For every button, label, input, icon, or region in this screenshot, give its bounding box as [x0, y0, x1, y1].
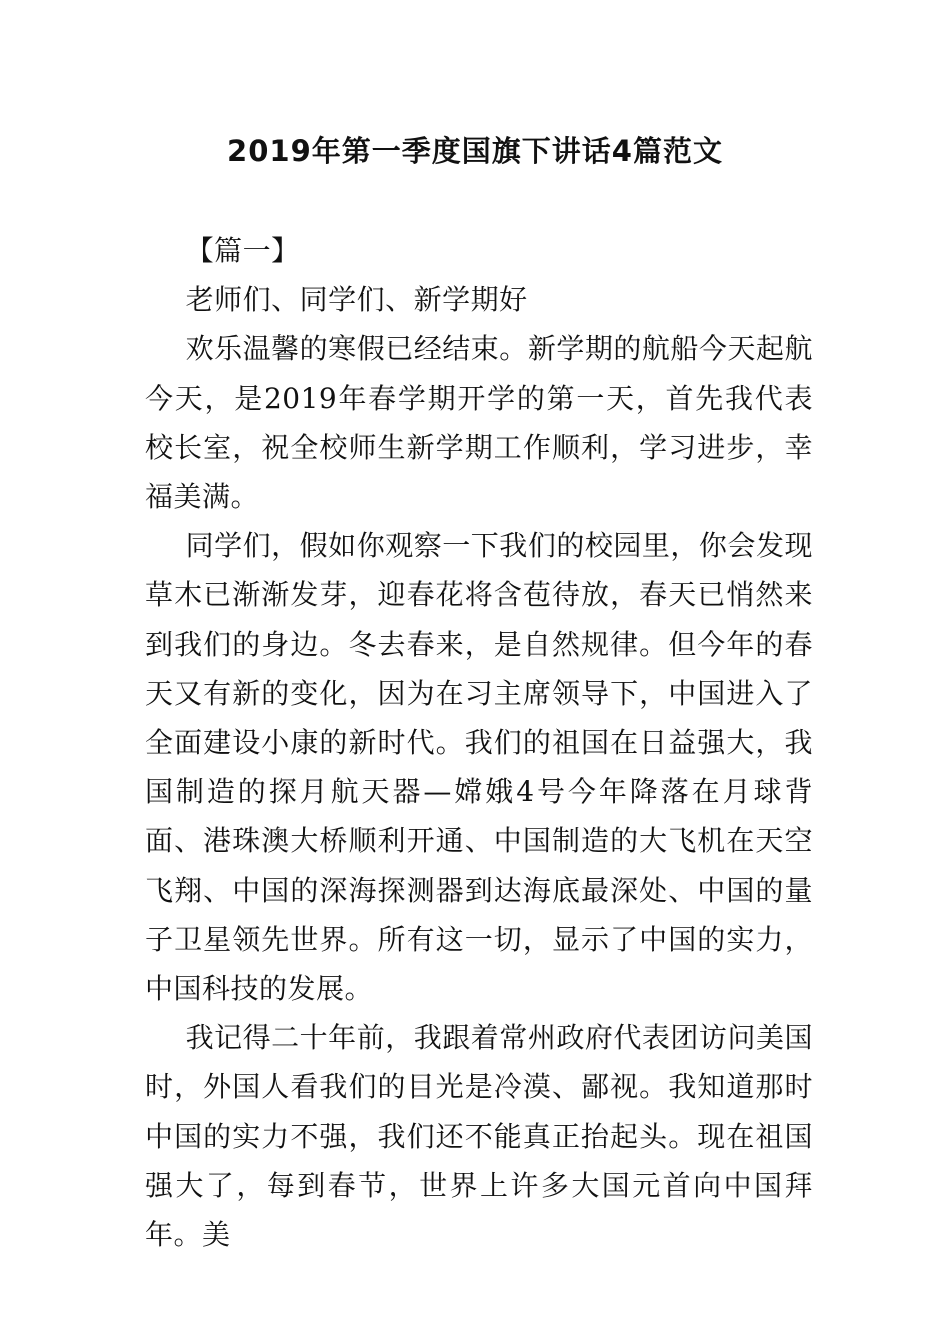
document-body	[145, 226, 813, 1259]
body-paragraph: 欢乐温馨的寒假已经结束。新学期的航船今天起航今天，是2019年春学期开学的第一天，首先我代表校长室，祝全校师生新学期工作顺利，学习进步，幸福美满。	[145, 332, 813, 514]
body-paragraph: 同学们，假如你观察一下我们的校园里，你会发现草木已渐渐发芽，迎春花将含苞待放，春天已悄然来到我们的身边。冬去春来，是自然规律。但今年的春天又有新的变化，因为在习主席领导下，中国进入了全面建设小康的新时代。我们的祖国在日益强大，我国制造的探月航天器—嫦娥4号今年降落在月球背面、港珠澳大桥顺利开通、中国制造的大飞机在天空飞翔、中国的深海探测器到达海底最深处、中国的量子卫星领先世界。所有这一切，显示了中国的实力，中国科技的发展。	[145, 529, 813, 1006]
section-heading: 【篇一】	[185, 234, 300, 267]
body-paragraph: 我记得二十年前，我跟着常州政府代表团访问美国时，外国人看我们的目光是冷漠、鄙视。我知道那时中国的实力不强，我们还不能真正抬起头。现在祖国强大了，每到春节，世界上许多大国元首向中国拜年。美	[145, 1021, 813, 1252]
greeting-paragraph: 老师们、同学们、新学期好	[185, 283, 528, 317]
document-title: 2019年第一季度国旗下讲话4篇范文	[227, 134, 723, 168]
